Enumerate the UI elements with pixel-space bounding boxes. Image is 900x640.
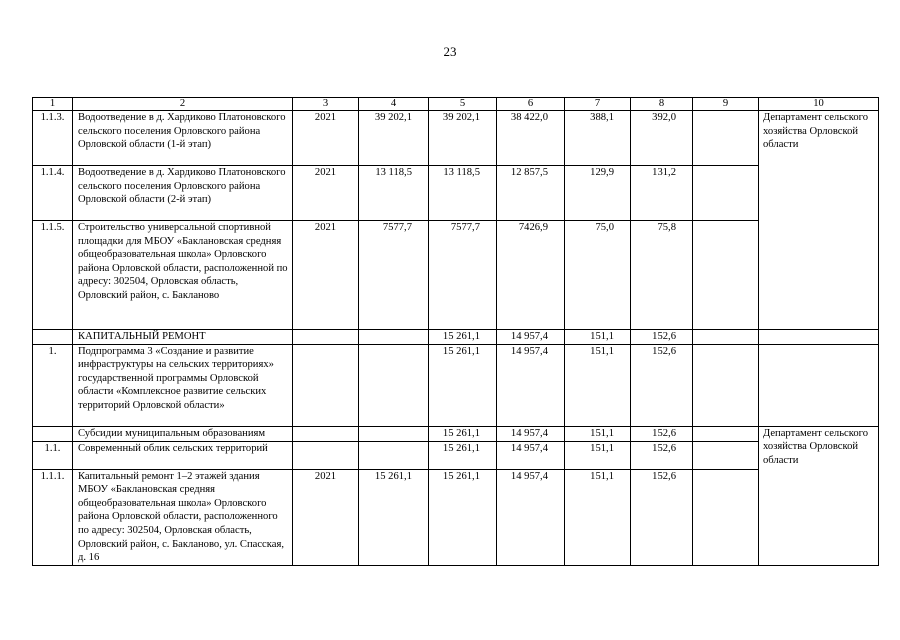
row-year: [293, 330, 359, 345]
row-year: 2021: [293, 111, 359, 166]
row-col7: 151,1: [565, 441, 631, 469]
row-name: Водоотведение в д. Хардиково Платоновского сельского поселения Орловского района Орловской области (1-й этап): [73, 111, 293, 166]
page-number: 23: [443, 44, 457, 59]
row-number: 1.: [33, 344, 73, 426]
table-row: [33, 330, 879, 345]
row-col7: 151,1: [565, 426, 631, 441]
row-year: 2021: [293, 166, 359, 221]
col-header-2: 2: [73, 98, 293, 111]
row-col9: [693, 426, 759, 441]
row-col8: 392,0: [631, 111, 693, 166]
row-col5: 15 261,1: [429, 426, 497, 441]
department-cell: Департамент сельского хозяйства Орловской области: [759, 426, 879, 565]
row-col9: [693, 441, 759, 469]
row-col8: 131,2: [631, 166, 693, 221]
table-row: [33, 441, 879, 469]
row-col6: 14 957,4: [497, 441, 565, 469]
row-col9: [693, 330, 759, 345]
row-col6: 12 857,5: [497, 166, 565, 221]
row-name: Современный облик сельских территорий: [73, 441, 293, 469]
row-col7: 129,9: [565, 166, 631, 221]
row-year: 2021: [293, 221, 359, 330]
row-col5: 15 261,1: [429, 344, 497, 426]
row-col4: 13 118,5: [359, 166, 429, 221]
row-col4: [359, 330, 429, 345]
row-name: Водоотведение в д. Хардиково Платоновского сельского поселения Орловского района Орловской области (2-й этап): [73, 166, 293, 221]
row-col8: 152,6: [631, 469, 693, 565]
row-col5: 15 261,1: [429, 469, 497, 565]
col-header-4: 4: [359, 98, 429, 111]
row-year: [293, 426, 359, 441]
row-name: КАПИТАЛЬНЫЙ РЕМОНТ: [73, 330, 293, 345]
header-row: [33, 98, 879, 111]
row-col7: 388,1: [565, 111, 631, 166]
row-number: 1.1.1.: [33, 469, 73, 565]
row-col8: 152,6: [631, 344, 693, 426]
row-col6: 14 957,4: [497, 330, 565, 345]
row-col9: [693, 166, 759, 221]
row-col7: 151,1: [565, 344, 631, 426]
row-name: Капитальный ремонт 1–2 этажей здания МБОУ «Баклановская средняя общеобразовательная школа» Орловского района Орловской области, расположенного по адресу: 302504, Орловская область, Орловский район, с. Бакланово, ул. Спасская, д. 16: [73, 469, 293, 565]
col-header-7: 7: [565, 98, 631, 111]
row-col6: 14 957,4: [497, 426, 565, 441]
table-row: [33, 469, 879, 565]
row-col4: [359, 344, 429, 426]
row-col4: [359, 441, 429, 469]
department-cell: Департамент сельского хозяйства Орловской области: [759, 111, 879, 330]
row-col7: 75,0: [565, 221, 631, 330]
row-col4: 7577,7: [359, 221, 429, 330]
row-col9: [693, 221, 759, 330]
col-header-8: 8: [631, 98, 693, 111]
row-col5: 15 261,1: [429, 330, 497, 345]
row-col8: 152,6: [631, 426, 693, 441]
row-col9: [693, 469, 759, 565]
row-number: 1.1.3.: [33, 111, 73, 166]
col-header-6: 6: [497, 98, 565, 111]
row-col6: 14 957,4: [497, 469, 565, 565]
col-header-1: 1: [33, 98, 73, 111]
row-number: 1.1.: [33, 441, 73, 469]
row-col9: [693, 111, 759, 166]
row-col10: [759, 330, 879, 345]
col-header-3: 3: [293, 98, 359, 111]
row-name: Строительство универсальной спортивной площадки для МБОУ «Баклановская средняя общеобразовательная школа» Орловского района Орловской области, расположенной по адресу: 302504, Орловская область, Орловский район, с. Бакланово: [73, 221, 293, 330]
row-name: Подпрограмма 3 «Создание и развитие инфраструктуры на сельских территориях» государственной программы Орловской области «Комплексное развитие сельских территорий Орловской области»: [73, 344, 293, 426]
row-year: 2021: [293, 469, 359, 565]
row-col8: 152,6: [631, 441, 693, 469]
row-number: 1.1.5.: [33, 221, 73, 330]
row-col4: 15 261,1: [359, 469, 429, 565]
row-col9: [693, 344, 759, 426]
row-col5: 13 118,5: [429, 166, 497, 221]
row-col4: [359, 426, 429, 441]
row-name: Субсидии муниципальным образованиям: [73, 426, 293, 441]
row-col6: 38 422,0: [497, 111, 565, 166]
col-header-9: 9: [693, 98, 759, 111]
row-col10: [759, 344, 879, 426]
table-row: [33, 166, 879, 221]
row-year: [293, 344, 359, 426]
row-col7: 151,1: [565, 469, 631, 565]
row-col5: 39 202,1: [429, 111, 497, 166]
budget-table: [32, 97, 879, 566]
table-row: [33, 426, 879, 441]
row-number: [33, 330, 73, 345]
col-header-10: 10: [759, 98, 879, 111]
row-col7: 151,1: [565, 330, 631, 345]
row-number: 1.1.4.: [33, 166, 73, 221]
table-row: [33, 344, 879, 426]
row-number: [33, 426, 73, 441]
table-row: [33, 111, 879, 166]
col-header-5: 5: [429, 98, 497, 111]
table-row: [33, 221, 879, 330]
row-col6: 7426,9: [497, 221, 565, 330]
row-col5: 15 261,1: [429, 441, 497, 469]
row-col8: 75,8: [631, 221, 693, 330]
row-col8: 152,6: [631, 330, 693, 345]
row-year: [293, 441, 359, 469]
row-col4: 39 202,1: [359, 111, 429, 166]
row-col6: 14 957,4: [497, 344, 565, 426]
row-col5: 7577,7: [429, 221, 497, 330]
